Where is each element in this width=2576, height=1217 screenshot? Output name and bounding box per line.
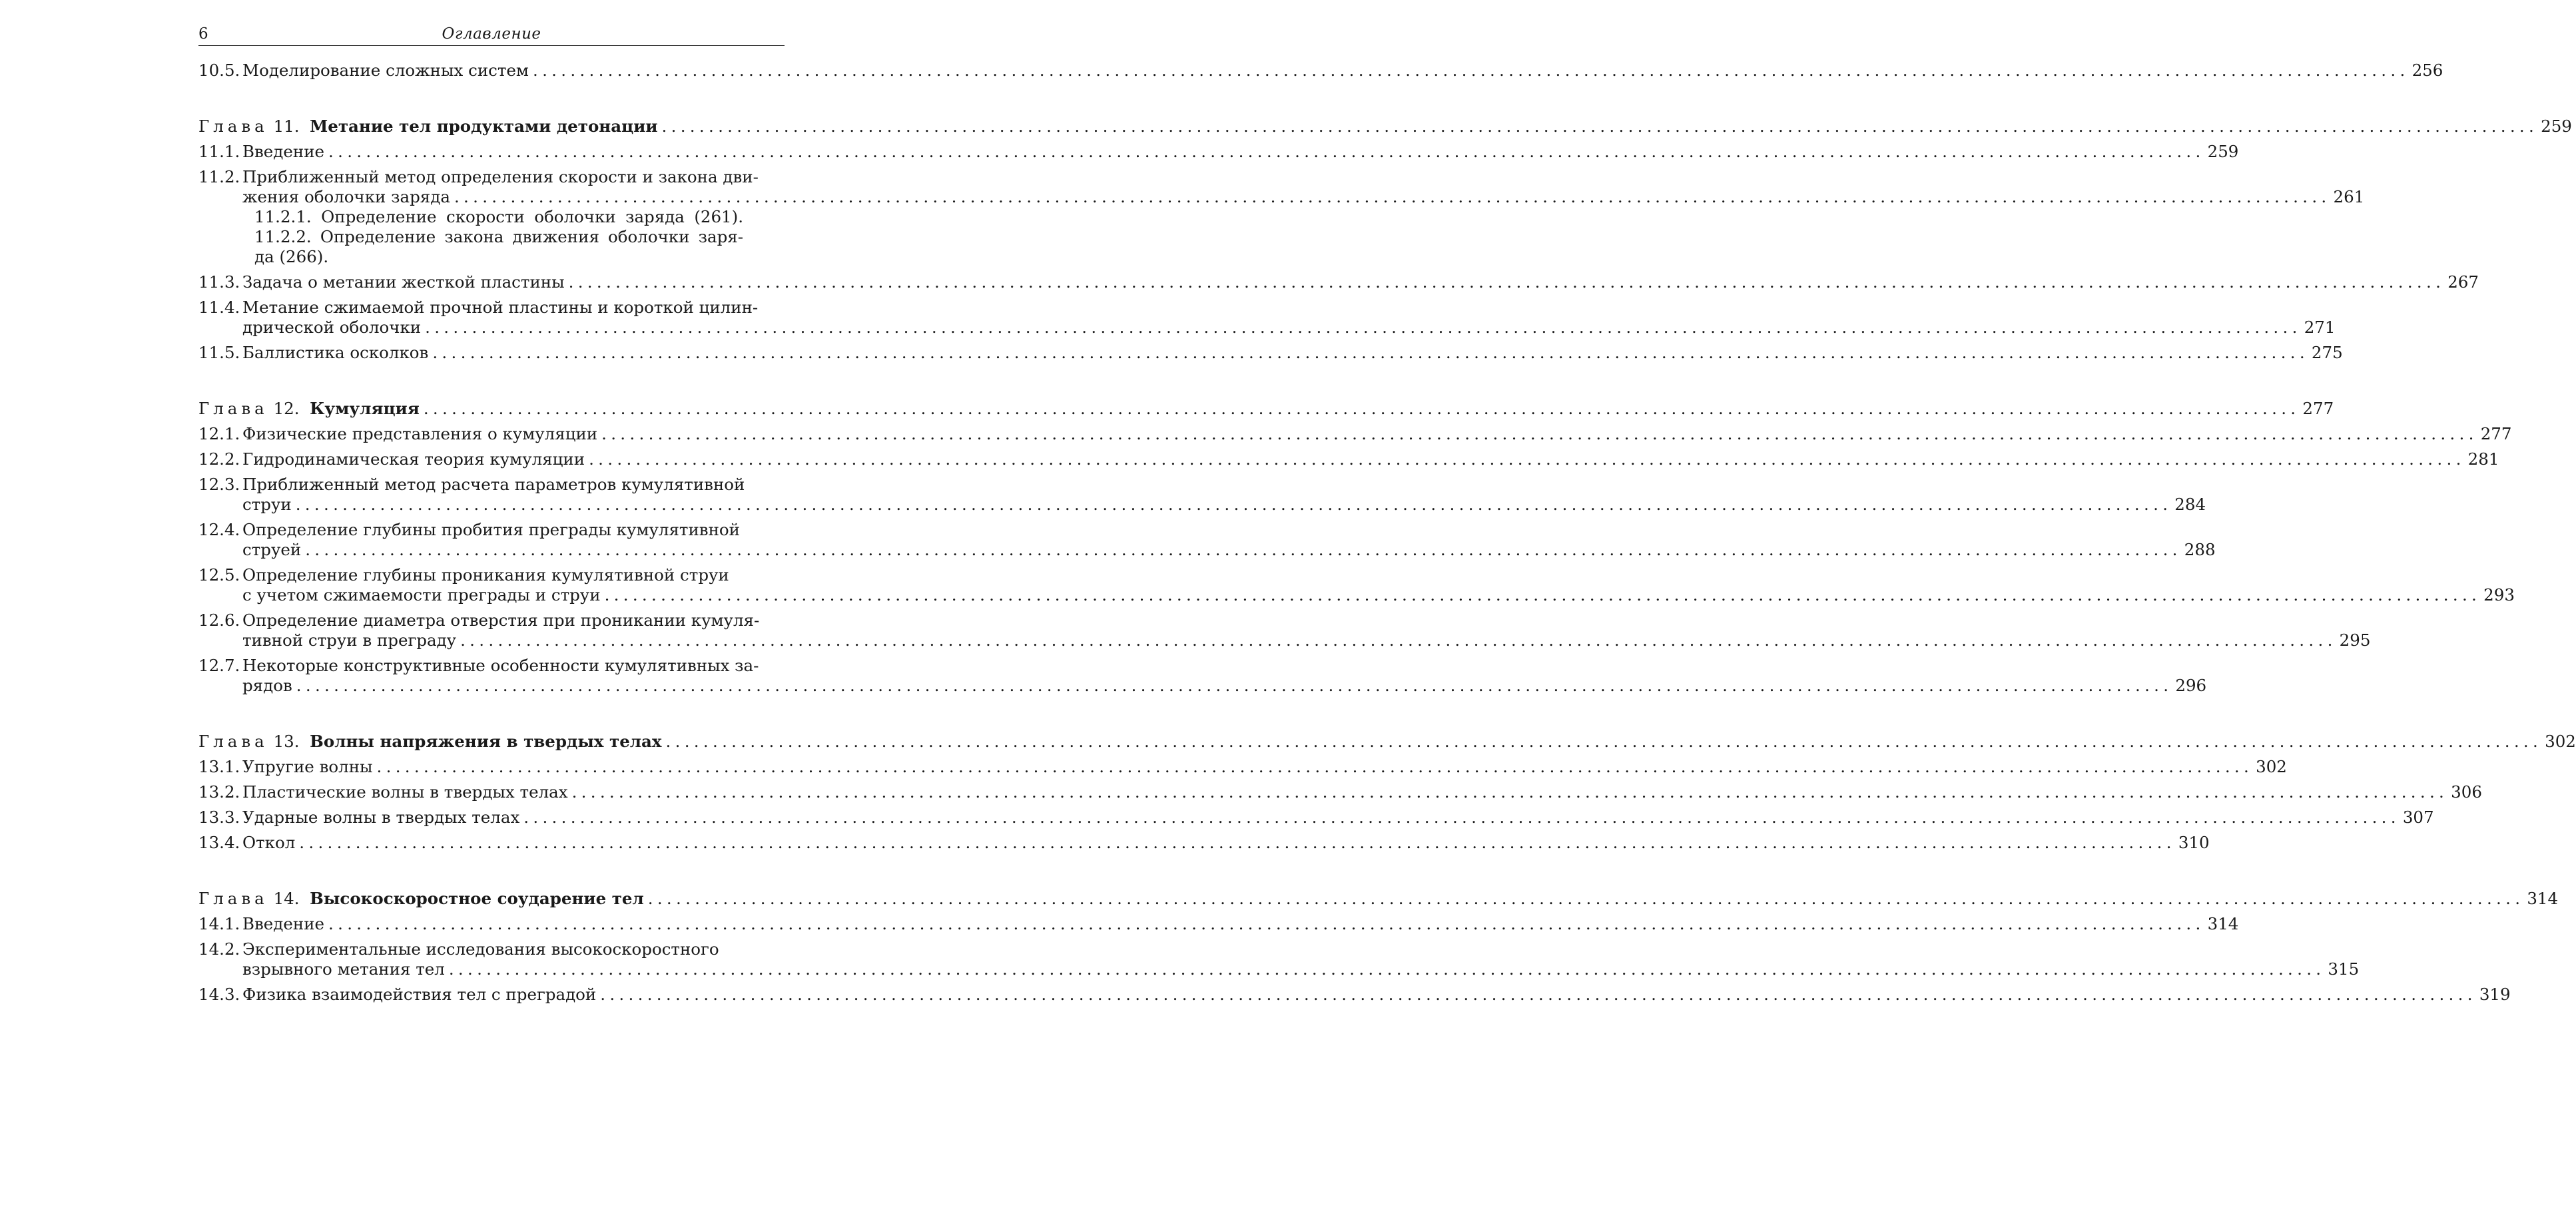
entry-page: 284 xyxy=(2174,495,2206,514)
chapter-page: 259 xyxy=(2541,117,2572,136)
entry-line xyxy=(198,272,2479,292)
entry-page: 296 xyxy=(2175,676,2207,695)
toc-entry xyxy=(198,142,2239,162)
entry-number: 11.4. xyxy=(198,298,240,317)
entry-page: 302 xyxy=(2256,757,2287,776)
entry-text: жения оболочки заряда xyxy=(242,187,450,206)
entry-line xyxy=(198,782,2482,802)
toc-entry xyxy=(198,565,2515,605)
entry-first-line xyxy=(198,298,785,318)
entry-page: 256 xyxy=(2412,61,2443,80)
running-header xyxy=(198,24,785,46)
entry-text: взрывного метания тел xyxy=(242,959,445,979)
toc-page xyxy=(198,24,2576,1010)
toc-entry xyxy=(198,833,2210,853)
running-title: Оглавление xyxy=(442,25,541,43)
entry-number: 13.4. xyxy=(198,833,240,852)
entry-first-line xyxy=(198,520,785,540)
entry-text: с учетом сжимаемости преграды и струи xyxy=(242,585,601,605)
entry-last-line xyxy=(198,585,2515,605)
entry-first-line xyxy=(198,565,785,585)
chapter-word: Глава xyxy=(198,889,268,908)
entry-line xyxy=(198,61,2443,81)
entry-last-line xyxy=(198,495,2206,515)
entry-line xyxy=(198,424,2512,444)
toc-entry xyxy=(198,656,2207,696)
dot-leader: ........................................................................................................................................................................................................ xyxy=(604,585,2481,605)
chapter-number: 14. xyxy=(273,889,300,908)
entry-page: 314 xyxy=(2207,914,2239,933)
chapter-title: Метание тел продуктами детонации xyxy=(310,117,658,136)
entry-text: струи xyxy=(242,495,292,514)
entry-line xyxy=(198,449,2499,469)
dot-leader: ........................................................................................................................................................................................................ xyxy=(448,959,2326,979)
entry-page: 267 xyxy=(2447,272,2479,292)
entry-line xyxy=(198,343,2343,363)
toc-entry xyxy=(198,939,2360,979)
dot-leader: ........................................................................................................................................................................................................ xyxy=(460,630,2337,650)
toc-entry xyxy=(198,914,2239,934)
section-spacer xyxy=(198,368,785,399)
dot-leader: ........................................................................................................................................................................................................ xyxy=(432,343,2309,362)
chapter-word: Глава xyxy=(198,117,268,136)
section-spacer xyxy=(198,86,785,117)
entry-text: Введение xyxy=(242,142,325,161)
dot-leader: ........................................................................................................................................................................................................ xyxy=(305,540,2182,559)
entry-page: 310 xyxy=(2178,833,2210,852)
dot-leader: ........................................................................................................................................................................................................ xyxy=(425,318,2302,337)
chapter-line xyxy=(198,889,2559,909)
chapter-title: Волны напряжения в твердых телах xyxy=(310,732,662,751)
entry-text: Определение глубины проникания кумулятивной струи xyxy=(242,565,729,585)
entry-page: 307 xyxy=(2402,808,2434,827)
entry-number: 12.1. xyxy=(198,424,240,443)
entry-last-line xyxy=(198,187,2365,207)
toc-entry xyxy=(198,475,2206,515)
entry-page: 319 xyxy=(2479,985,2511,1004)
dot-leader: ........................................................................................................................................................................................................ xyxy=(571,782,2449,802)
dot-leader: ........................................................................................................................................................................................................ xyxy=(296,676,2173,695)
entry-number: 12.7. xyxy=(198,656,240,675)
dot-leader: ........................................................................................................................................................................................................ xyxy=(295,495,2172,514)
entry-text: Откол xyxy=(242,833,296,852)
toc-entry xyxy=(198,985,2511,1005)
toc-entry xyxy=(198,272,2479,292)
entry-text: дрической оболочки xyxy=(242,318,422,337)
dot-leader: ........................................................................................................................................................................................................ xyxy=(647,889,2525,908)
entry-page: 295 xyxy=(2339,630,2371,650)
entry-page: 306 xyxy=(2451,782,2482,802)
toc-chapter xyxy=(198,117,2572,136)
entry-page: 293 xyxy=(2483,585,2515,605)
entry-first-line xyxy=(198,167,785,187)
toc-entry xyxy=(198,520,2216,560)
entry-first-line xyxy=(198,939,785,959)
entry-page: 277 xyxy=(2480,424,2512,443)
entry-page: 281 xyxy=(2467,449,2499,469)
entry-text: Определение диаметра отверстия при проникании кумуля- xyxy=(242,610,760,630)
toc-chapter xyxy=(198,732,2576,752)
entry-line xyxy=(198,914,2239,934)
entry-page: 315 xyxy=(2328,959,2360,979)
dot-leader: ........................................................................................................................................................................................................ xyxy=(589,449,2465,469)
table-of-contents xyxy=(198,61,2576,1005)
toc-entry xyxy=(198,757,2287,777)
chapter-word: Глава xyxy=(198,399,268,418)
entry-page: 261 xyxy=(2333,187,2365,206)
entry-number: 10.5. xyxy=(198,61,240,80)
entry-text: Упругие волны xyxy=(242,757,373,776)
entry-number: 13.2. xyxy=(198,782,240,802)
chapter-number: 13. xyxy=(273,732,300,751)
dot-leader: ........................................................................................................................................................................................................ xyxy=(665,732,2543,751)
entry-text: Приближенный метод определения скорости и закона дви- xyxy=(242,167,759,186)
entry-number: 13.1. xyxy=(198,757,240,776)
entry-line xyxy=(198,757,2287,777)
dot-leader: ........................................................................................................................................................................................................ xyxy=(328,914,2205,933)
entry-line xyxy=(198,985,2511,1005)
toc-chapter xyxy=(198,399,2334,419)
entry-text: Приближенный метод расчета параметров кумулятивной xyxy=(242,475,745,494)
entry-line xyxy=(198,142,2239,162)
toc-chapter xyxy=(198,889,2559,909)
entry-text: струей xyxy=(242,540,302,559)
dot-leader: ........................................................................................................................................................................................................ xyxy=(600,985,2477,1004)
toc-entry xyxy=(198,61,2443,81)
entry-number: 14.2. xyxy=(198,939,240,959)
section-spacer xyxy=(198,858,785,889)
chapter-label xyxy=(198,117,310,136)
toc-entry xyxy=(198,424,2512,444)
page-number: 6 xyxy=(198,25,208,43)
subsection-text: 11.2.1. Определение скорости оболочки заряда (261). xyxy=(254,207,743,226)
entry-line xyxy=(198,833,2210,853)
entry-text: Введение xyxy=(242,914,325,933)
entry-page: 288 xyxy=(2184,540,2216,559)
entry-number: 12.2. xyxy=(198,449,240,469)
chapter-page: 314 xyxy=(2527,889,2559,908)
entry-text: Ударные волны в твердых телах xyxy=(242,808,520,827)
subsection-text: 11.2.2. Определение закона движения оболочки заря- xyxy=(254,227,743,246)
entry-page: 259 xyxy=(2207,142,2239,161)
entry-last-line xyxy=(198,318,2336,338)
chapter-title: Высокоскоростное соударение тел xyxy=(310,889,644,908)
chapter-label xyxy=(198,732,310,752)
entry-number: 12.3. xyxy=(198,475,240,494)
dot-leader: ........................................................................................................................................................................................................ xyxy=(568,272,2445,292)
section-spacer xyxy=(198,701,785,732)
entry-last-line xyxy=(198,676,2207,696)
chapter-label xyxy=(198,399,310,419)
entry-text: Экспериментальные исследования высокоскоростного xyxy=(242,939,719,959)
chapter-line xyxy=(198,117,2572,136)
chapter-label xyxy=(198,889,310,909)
chapter-word: Глава xyxy=(198,732,268,751)
entry-text: Моделирование сложных систем xyxy=(242,61,529,80)
entry-first-line xyxy=(198,475,785,495)
entry-text: тивной струи в преграду xyxy=(242,630,457,650)
entry-page: 271 xyxy=(2304,318,2336,337)
entry-page: 275 xyxy=(2311,343,2343,362)
chapter-line xyxy=(198,732,2576,752)
entry-text: Определение глубины пробития преграды кумулятивной xyxy=(242,520,740,539)
dot-leader: ........................................................................................................................................................................................................ xyxy=(601,424,2478,443)
entry-first-line xyxy=(198,610,785,630)
chapter-page: 302 xyxy=(2545,732,2576,751)
chapter-line xyxy=(198,399,2334,419)
toc-entry xyxy=(198,782,2482,802)
entry-text: Физика взаимодействия тел с преградой xyxy=(242,985,597,1004)
entry-text: Пластические волны в твердых телах xyxy=(242,782,568,802)
entry-last-line xyxy=(198,630,2371,650)
dot-leader: ........................................................................................................................................................................................................ xyxy=(299,833,2176,852)
entry-text: Баллистика осколков xyxy=(242,343,429,362)
entry-number: 13.3. xyxy=(198,808,240,827)
entry-number: 14.1. xyxy=(198,914,240,933)
subsection-text: да (266). xyxy=(254,247,329,266)
dot-leader: ........................................................................................................................................................................................................ xyxy=(328,142,2205,161)
entry-number: 14.3. xyxy=(198,985,240,1004)
toc-entry xyxy=(198,610,2371,650)
toc-entry xyxy=(198,167,2365,267)
toc-entry xyxy=(198,449,2499,469)
entry-text: Физические представления о кумуляции xyxy=(242,424,598,443)
toc-entry xyxy=(198,808,2434,828)
dot-leader: ........................................................................................................................................................................................................ xyxy=(523,808,2400,827)
entry-first-line xyxy=(198,656,785,676)
entry-number: 11.2. xyxy=(198,167,240,186)
toc-entry xyxy=(198,343,2343,363)
entry-number: 12.5. xyxy=(198,565,240,585)
entry-last-line xyxy=(198,959,2360,979)
entry-line xyxy=(198,808,2434,828)
entry-number: 11.3. xyxy=(198,272,240,292)
chapter-number: 12. xyxy=(273,399,300,418)
entry-last-line xyxy=(198,540,2216,560)
chapter-page: 277 xyxy=(2302,399,2334,418)
dot-leader: ........................................................................................................................................................................................................ xyxy=(376,757,2254,776)
entry-number: 12.6. xyxy=(198,610,240,630)
chapter-number: 11. xyxy=(273,117,300,136)
chapter-title: Кумуляция xyxy=(310,399,420,418)
entry-number: 11.1. xyxy=(198,142,240,161)
entry-text: Некоторые конструктивные особенности кумулятивных за- xyxy=(242,656,759,675)
dot-leader: ........................................................................................................................................................................................................ xyxy=(454,187,2331,206)
entry-text: рядов xyxy=(242,676,292,695)
entry-text: Гидродинамическая теория кумуляции xyxy=(242,449,585,469)
dot-leader: ........................................................................................................................................................................................................ xyxy=(423,399,2300,418)
entry-number: 11.5. xyxy=(198,343,240,362)
dot-leader: ........................................................................................................................................................................................................ xyxy=(661,117,2539,136)
toc-entry xyxy=(198,298,2336,338)
entry-text: Задача о метании жесткой пластины xyxy=(242,272,565,292)
dot-leader: ........................................................................................................................................................................................................ xyxy=(532,61,2410,80)
entry-number: 12.4. xyxy=(198,520,240,539)
entry-text: Метание сжимаемой прочной пластины и короткой цилин- xyxy=(242,298,759,317)
subsection-list xyxy=(198,207,785,267)
